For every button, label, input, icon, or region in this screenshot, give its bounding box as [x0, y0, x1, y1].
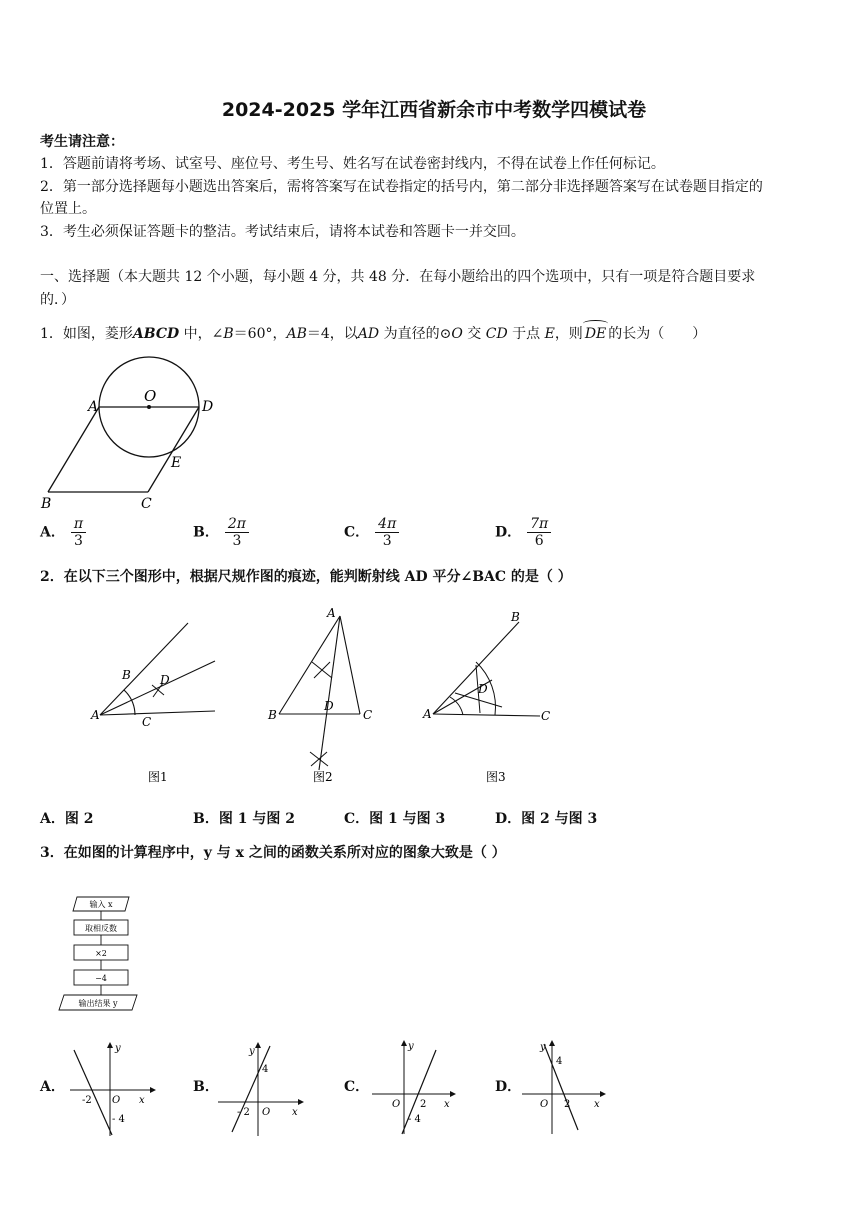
- q3-option-c[interactable]: C．: [344, 1079, 370, 1095]
- lower-cross-mark: [310, 752, 328, 766]
- label-e: E: [171, 455, 182, 471]
- graph-line: [232, 1046, 270, 1132]
- q1-option-d[interactable]: D． $\frac{7\pi}{6}$: [495, 516, 551, 549]
- fig1-label-d: D: [160, 673, 170, 687]
- ray-ac: [100, 711, 215, 715]
- segment-ab: [48, 407, 99, 492]
- fig3-label-a: A: [423, 707, 432, 721]
- perp-bisector: [319, 616, 340, 770]
- x-axis-arrow: [298, 1099, 304, 1105]
- q1-stem: 1．如图，菱形ABCD 中，∠B＝60°，AB＝4，以AD 为直径的⊙O 交 CD 于点 E，则 DE 的长为（ ）: [40, 323, 835, 345]
- graph-line: [74, 1050, 112, 1135]
- upper-cross-mark: [312, 662, 332, 678]
- side-ac: [340, 616, 360, 714]
- label-o: O: [144, 387, 157, 405]
- q2-figure-1: [88, 615, 223, 790]
- y-label: y: [115, 1043, 121, 1054]
- notice-item-2-cont: 位置上。: [40, 201, 96, 217]
- y-axis-arrow: [401, 1040, 407, 1046]
- fig2-label-b: B: [268, 708, 277, 722]
- q1-figure: [38, 350, 238, 520]
- y-intercept-label: - 4: [112, 1114, 125, 1125]
- x-label: x: [594, 1099, 600, 1110]
- fig1-label-b: B: [122, 668, 131, 682]
- x-axis-arrow: [450, 1091, 456, 1097]
- label-d: D: [202, 399, 214, 415]
- q1-option-b[interactable]: B． $\frac{2\pi}{3}$: [193, 516, 249, 549]
- x-label: x: [139, 1095, 145, 1106]
- inner-arc: [450, 697, 463, 715]
- x-intercept-label: - 2: [237, 1107, 250, 1118]
- y-label: y: [408, 1041, 414, 1052]
- ray-ac: [433, 714, 540, 716]
- x-intercept-label: 2: [420, 1099, 427, 1110]
- flow-negate-text: 取相反数: [85, 924, 117, 933]
- fig2-label-d: D: [324, 699, 334, 713]
- fig3-label-d: D: [478, 682, 488, 696]
- label-c: C: [141, 496, 152, 512]
- x-axis-arrow: [150, 1087, 156, 1093]
- fig3-caption: 图3: [486, 770, 506, 784]
- y-intercept-label: - 4: [408, 1114, 421, 1125]
- fig2-label-c: C: [363, 708, 373, 722]
- section-header-line2: 的．）: [40, 292, 75, 308]
- arc-de-symbol: DE: [583, 323, 608, 345]
- x-intercept-label: -2: [82, 1095, 92, 1106]
- fig1-label-c: C: [142, 715, 152, 729]
- y-intercept-label: 4: [262, 1064, 269, 1075]
- q3-graph-d[interactable]: [516, 1038, 611, 1138]
- q3-graph-b[interactable]: [212, 1040, 307, 1140]
- q3-option-a[interactable]: A．: [40, 1079, 65, 1095]
- y-axis-arrow: [549, 1040, 555, 1046]
- q2-stem: 2．在以下三个图形中，根据尺规作图的痕迹，能判断射线 AD 平分∠BAC 的是（ ）: [40, 569, 572, 585]
- q2-option-d[interactable]: D．图 2 与图 3: [495, 811, 598, 827]
- notice-item-2: 2．第一部分选择题每小题选出答案后，需将答案写在试卷指定的括号内，第二部分非选择题答案写在试卷题目指定的: [40, 179, 763, 195]
- origin-label: O: [112, 1095, 121, 1106]
- origin-label: O: [262, 1107, 271, 1118]
- label-a: A: [88, 399, 99, 415]
- q1-option-a[interactable]: A． $\frac{\pi}{3}$: [40, 516, 86, 549]
- notice-heading: 考生请注意：: [40, 134, 124, 150]
- fig1-caption: 图1: [148, 770, 168, 784]
- q2-figure-2: [262, 602, 387, 792]
- flow-subtract-text: −4: [95, 974, 107, 983]
- flow-input-text: 输入 x: [89, 900, 113, 909]
- fig3-label-b: B: [511, 610, 520, 624]
- q3-option-b[interactable]: B．: [193, 1079, 219, 1095]
- q3-stem: 3．在如图的计算程序中，y 与 x 之间的函数关系所对应的图象大致是（ ）: [40, 845, 506, 861]
- y-label: y: [249, 1046, 255, 1057]
- y-axis-arrow: [107, 1042, 113, 1048]
- q3-option-d[interactable]: D．: [495, 1079, 522, 1095]
- x-intercept-label: 2: [564, 1099, 571, 1110]
- q1-option-c[interactable]: C． $\frac{4\pi}{3}$: [344, 516, 399, 549]
- x-label: x: [444, 1099, 450, 1110]
- section-header-line1: 一、选择题（本大题共 12 个小题，每小题 4 分，共 48 分．在每小题给出的四个选项中，只有一项是符合题目要求: [40, 269, 756, 285]
- fig2-label-a: A: [327, 606, 336, 620]
- q3-graph-a[interactable]: [62, 1040, 157, 1140]
- fig1-label-a: A: [91, 708, 100, 722]
- q3-graph-c[interactable]: [366, 1038, 461, 1138]
- q2-option-c[interactable]: C．图 1 与图 3: [344, 811, 446, 827]
- origin-label: O: [392, 1099, 401, 1110]
- y-label: y: [540, 1042, 546, 1053]
- notice-item-3: 3．考生必须保证答题卡的整洁。考试结束后，请将本试卷和答题卡一并交回。: [40, 224, 525, 240]
- x-label: x: [292, 1107, 298, 1118]
- notice-item-1: 1．答题前请将考场、试室号、座位号、考生号、姓名写在试卷密封线内，不得在试卷上作任何标记。: [40, 156, 665, 172]
- segment-cd: [148, 407, 199, 492]
- flow-output-text: 输出结果 y: [78, 999, 118, 1008]
- ray-ab: [100, 623, 188, 715]
- q2-figure-3: [420, 607, 560, 792]
- y-intercept-label: 4: [556, 1056, 563, 1067]
- center-point: [147, 405, 151, 409]
- flow-multiply-text: ×2: [95, 949, 107, 958]
- page-title: 2024-2025 学年江西省新余市中考数学四模试卷: [221, 99, 647, 121]
- q2-option-b[interactable]: B．图 1 与图 2: [193, 811, 295, 827]
- fig3-label-c: C: [541, 709, 551, 723]
- x-axis-arrow: [600, 1091, 606, 1097]
- ray-ad: [100, 661, 215, 715]
- y-axis-arrow: [255, 1042, 261, 1048]
- q2-option-a[interactable]: A．图 2: [40, 811, 94, 827]
- label-b: B: [41, 496, 52, 512]
- origin-label: O: [540, 1099, 549, 1110]
- fig2-caption: 图2: [313, 770, 333, 784]
- q3-flowchart: [55, 893, 145, 1013]
